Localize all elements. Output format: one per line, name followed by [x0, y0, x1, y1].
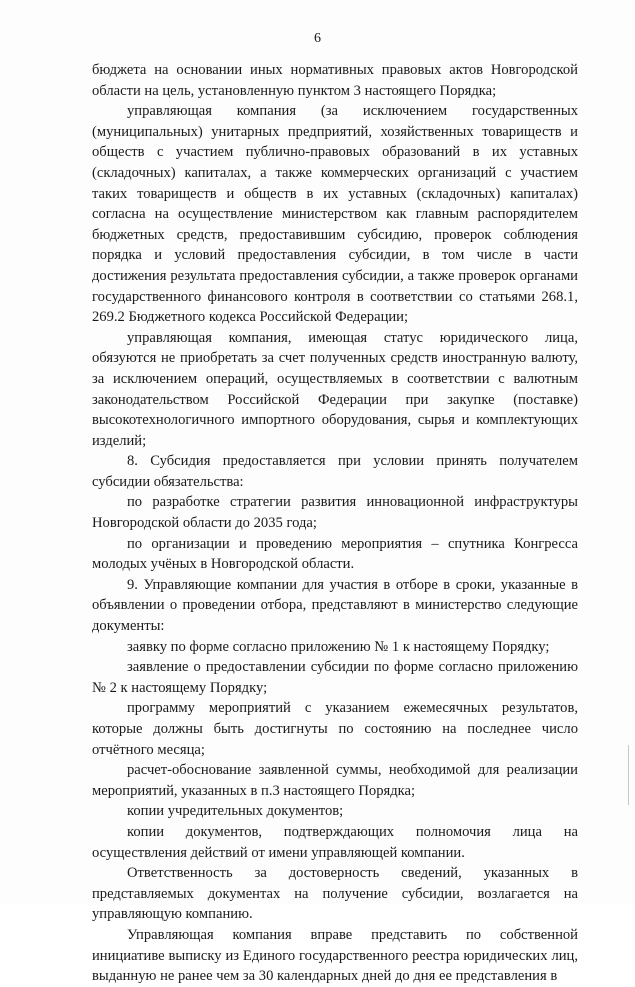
paragraph-doc-calculation: расчет-обоснование заявленной суммы, необходимой для реализации мероприятий, указанных в п.3 настоящего Порядка; [92, 762, 578, 799]
paragraph-audit-consent: управляющая компания (за исключением государственных (муниципальных) унитарных предприятий, хозяйственных товариществ и обществ с участием публично-правовых образований в их уставных (складочных) капиталах, а также коммерческих организаций с участием таких товариществ и обществ в их уставных (складочных) капиталах) согласна на осуществление министерством как главным распорядителем бюджетных средств, предоставившим субсидию, проверок соблюдения порядка и условий предоставления субсидии, в том числе в части достижения результата предоставления субсидии, а также проверок органами государственного финансового контроля в соответствии со статьями 268.1, 269.2 Бюджетного кодекса Российской Федерации; [92, 103, 578, 326]
paragraph-doc-statement: заявление о предоставлении субсидии по форме согласно приложению № 2 к настоящему Порядку; [92, 659, 578, 696]
scan-edge-line [628, 745, 629, 805]
paragraph-clause-9: 9. Управляющие компании для участия в отборе в сроки, указанные в объявлении о проведении отбора, представляют в министерство следующие документы: [92, 576, 578, 635]
paragraph-strategy-obligation: по разработке стратегии развития инновационной инфраструктуры Новгородской области до 2035 года; [92, 494, 578, 532]
paragraph-doc-charter: копии учредительных документов; [127, 803, 344, 820]
paragraph-congress-obligation: по организации и проведению мероприятия – спутника Конгресса молодых учёных в Новгородской области. [92, 535, 578, 573]
paragraph-doc-authority: копии документов, подтверждающих полномочия лица на осуществления действий от имени управляющей компании. [92, 823, 578, 861]
paragraph-registry-extract: Управляющая компания вправе представить по собственной инициативе выписку из Единого государственного реестра юридических лиц, выданную не ранее чем за 30 календарных дней до дня ее представления в [92, 926, 578, 985]
paragraph-continuation: бюджета на основании иных нормативных правовых актов Новгородской области на цель, установленную пунктом 3 настоящего Порядка; [92, 62, 578, 99]
paragraph-responsibility: Ответственность за достоверность сведений, указанных в представляемых документах на получение субсидии, возлагается на управляющую компанию. [92, 865, 578, 923]
page-number: 6 [314, 31, 321, 46]
paragraph-doc-application: заявку по форме согласно приложению № 1 к настоящему Порядку; [127, 638, 550, 655]
paragraph-doc-program: программу мероприятий с указанием ежемесячных результатов, которые должны быть достигнуты по состоянию на последнее число отчётного месяца; [92, 700, 578, 758]
document-body [92, 60, 578, 987]
paragraph-currency-obligation: управляющая компания, имеющая статус юридического лица, обязуются не приобретать за счет полученных средств иностранную валюту, за исключением операций, осуществляемых в соответствии с валютным законодательством Российской Федерации при закупке (поставке) высокотехнологичного импортного оборудования, сырья и комплектующих изделий; [92, 329, 578, 449]
paragraph-clause-8: 8. Субсидия предоставляется при условии принять получателем субсидии обязательства: [92, 453, 578, 490]
